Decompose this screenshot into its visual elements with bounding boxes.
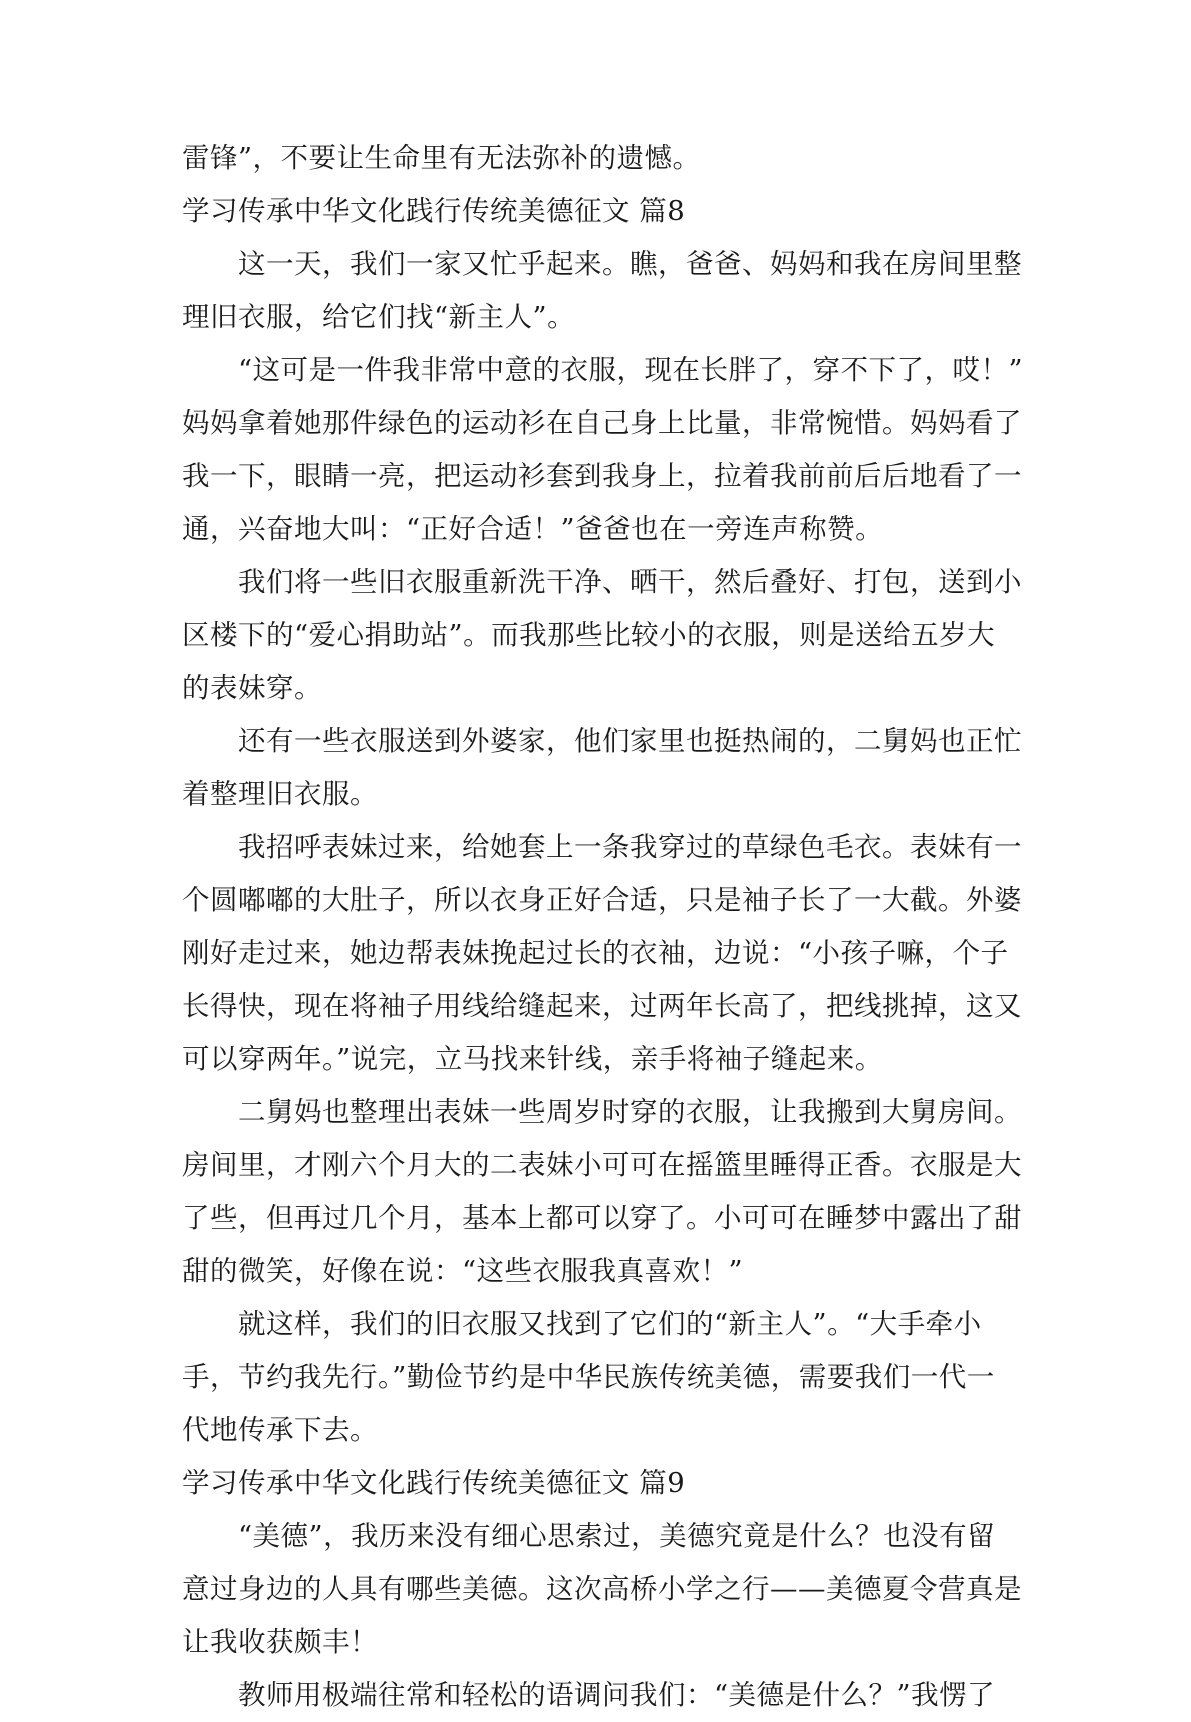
paragraph-line: “这可是一件我非常中意的衣服，现在长胖了，穿不下了，哎！”: [238, 354, 1024, 386]
paragraph-line: 着整理旧衣服。: [182, 778, 378, 810]
section-heading: 学习传承中华文化践行传统美德征文 篇8: [182, 195, 686, 227]
paragraph-line: 刚好走过来，她边帮表妹挽起过长的衣袖，边说：“小孩子嘛，个子: [182, 937, 1009, 969]
paragraph-line: 手，节约我先行。”勤俭节约是中华民族传统美德，需要我们一代一: [182, 1361, 995, 1393]
section-heading: 学习传承中华文化践行传统美德征文 篇9: [182, 1467, 686, 1499]
paragraph-line: 意过身边的人具有哪些美德。这次高桥小学之行——美德夏令营真是: [182, 1573, 1022, 1605]
paragraph-line: 可以穿两年。”说完，立马找来针线，亲手将袖子缝起来。: [182, 1043, 883, 1075]
paragraph-line: 个圆嘟嘟的大肚子，所以衣身正好合适，只是袖子长了一大截。外婆: [182, 884, 1022, 916]
paragraph-line: “美德”，我历来没有细心思索过，美德究竟是什么？也没有留: [238, 1520, 996, 1552]
paragraph-line: 区楼下的“爱心捐助站”。而我那些比较小的衣服，则是送给五岁大: [182, 619, 996, 651]
paragraph-line: 这一天，我们一家又忙乎起来。瞧，爸爸、妈妈和我在房间里整: [238, 248, 1022, 280]
paragraph-line: 妈妈拿着她那件绿色的运动衫在自己身上比量，非常惋惜。妈妈看了: [182, 407, 1022, 439]
paragraph-line: 理旧衣服，给它们找“新主人”。: [182, 301, 576, 333]
paragraph-line: 二舅妈也整理出表妹一些周岁时穿的衣服，让我搬到大舅房间。: [238, 1096, 1022, 1128]
paragraph-line: 我招呼表妹过来，给她套上一条我穿过的草绿色毛衣。表妹有一: [238, 831, 1022, 863]
paragraph-line: 的表妹穿。: [182, 672, 322, 704]
paragraph-line: 我们将一些旧衣服重新洗干净、晒干，然后叠好、打包，送到小: [238, 566, 1022, 598]
paragraph-line: 通，兴奋地大叫：“正好合适！”爸爸也在一旁连声称赞。: [182, 513, 884, 545]
paragraph-line: 雷锋”，不要让生命里有无法弥补的遗憾。: [182, 142, 701, 174]
paragraph-line: 我一下，眼睛一亮，把运动衫套到我身上，拉着我前前后后地看了一: [182, 460, 1022, 492]
document-body: [182, 132, 1024, 1722]
paragraph-line: 教师用极端往常和轻松的语调问我们：“美德是什么？”我愣了: [238, 1679, 996, 1711]
paragraph-line: 还有一些衣服送到外婆家，他们家里也挺热闹的，二舅妈也正忙: [238, 725, 1022, 757]
paragraph-line: 让我收获颇丰！: [182, 1626, 378, 1658]
paragraph-line: 房间里，才刚六个月大的二表妹小可可在摇篮里睡得正香。衣服是大: [182, 1149, 1022, 1181]
paragraph-line: 甜的微笑，好像在说：“这些衣服我真喜欢！”: [182, 1255, 744, 1287]
paragraph-line: 了些，但再过几个月，基本上都可以穿了。小可可在睡梦中露出了甜: [182, 1202, 1022, 1234]
paragraph-line: 长得快，现在将袖子用线给缝起来，过两年长高了，把线挑掉，这又: [182, 990, 1022, 1022]
paragraph-line: 代地传承下去。: [182, 1414, 378, 1446]
paragraph-line: 就这样，我们的旧衣服又找到了它们的“新主人”。“大手牵小: [238, 1308, 982, 1340]
